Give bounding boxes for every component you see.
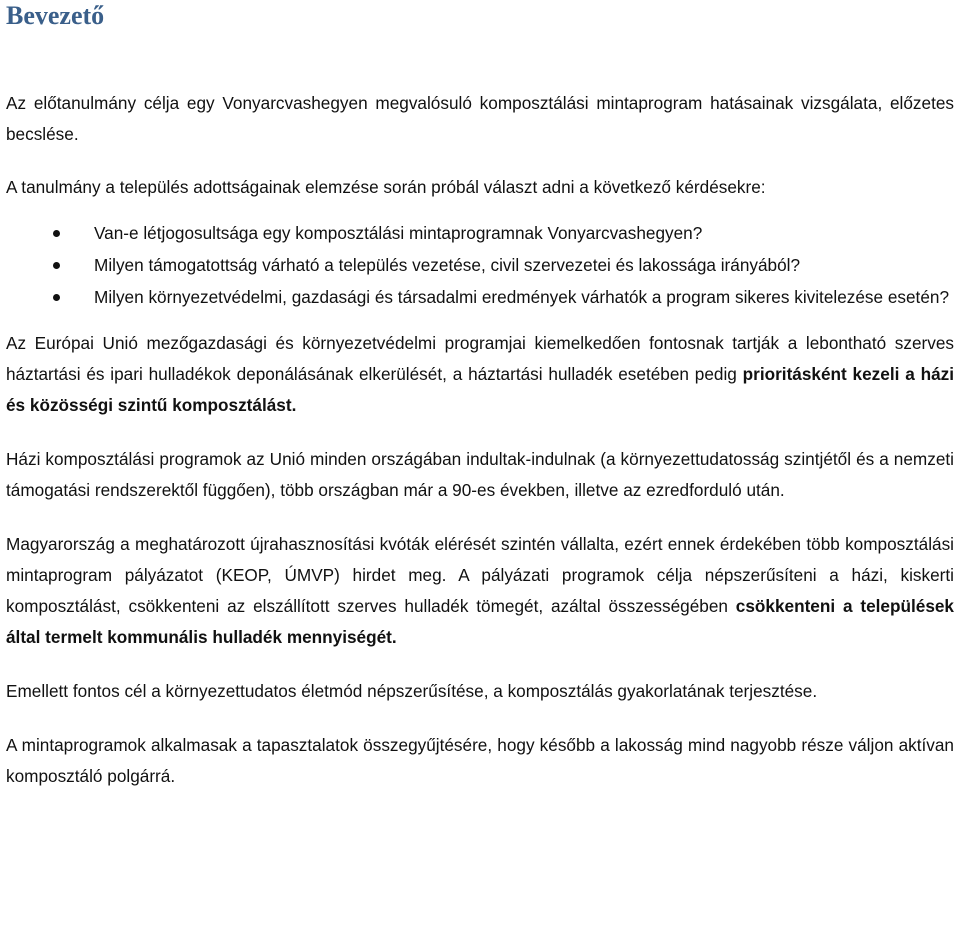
- question-text: Milyen környezetvédelmi, gazdasági és társadalmi eredmények várhatók a program sikeres kivitelezése esetén?: [94, 287, 950, 307]
- hungary-text: Magyarország a meghatározott újrahasznosítási kvóták elérését szintén vállalta, ezért ennek érdekében több komposztálási mintaprogram pályázatot (KEOP, ÚMVP) hirdet meg. A pályázati programok célja népszerűsíteni a házi, kiskerti komposztálást, csökkenteni az elszállított szerves hulladék tömegét, azáltal összességében: [6, 534, 954, 616]
- bullet-icon: [53, 230, 60, 237]
- experience-paragraph: A mintaprogramok alkalmasak a tapasztalatok összegyűjtésére, hogy később a lakosság mind nagyobb része váljon aktívan komposztáló polgárrá.: [6, 735, 954, 786]
- hungary-emphasis: csökkenteni a települések által termelt kommunális hulladék mennyiségét.: [6, 596, 954, 647]
- bullet-icon: [53, 262, 60, 269]
- eu-paragraph: [6, 328, 954, 421]
- aim-paragraph: Emellett fontos cél a környezettudatos életmód népszerűsítése, a komposztálás gyakorlatának terjesztése.: [6, 681, 818, 701]
- hungary-paragraph: [6, 529, 954, 653]
- questions-intro-paragraph: A tanulmány a település adottságainak elemzése során próbál választ adni a következő kérdésekre:: [6, 177, 766, 197]
- home-composting-paragraph: Házi komposztálási programok az Unió minden országában indultak-indulnak (a környezettudatosság szintjétől és a nemzeti támogatási rendszerektől függően), több országban már a 90-es években, illetve az ezredforduló után.: [6, 449, 954, 500]
- section-heading: Bevezető: [6, 1, 105, 30]
- question-item: [94, 218, 954, 249]
- bullet-icon: [53, 294, 60, 301]
- intro-paragraph: Az előtanulmány célja egy Vonyarcvashegyen megvalósuló komposztálási mintaprogram hatásainak vizsgálata, előzetes becslése.: [6, 93, 954, 144]
- question-text: Van-e létjogosultsága egy komposztálási mintaprogramnak Vonyarcvashegyen?: [94, 223, 703, 243]
- eu-text: Az Európai Unió mezőgazdasági és környezetvédelmi programjai kiemelkedően fontosnak tartják a lebontható szerves háztartási és ipari hulladékok deponálásának elkerülését, a háztartási hulladék esetében pedig: [6, 333, 954, 384]
- question-text: Milyen támogatottság várható a település vezetése, civil szervezetei és lakossága irányából?: [94, 255, 801, 275]
- question-list: [6, 218, 954, 313]
- question-item: [94, 282, 954, 313]
- question-item: [94, 250, 954, 281]
- eu-emphasis: prioritásként kezeli a házi és közösségi szintű komposztálást.: [6, 364, 954, 415]
